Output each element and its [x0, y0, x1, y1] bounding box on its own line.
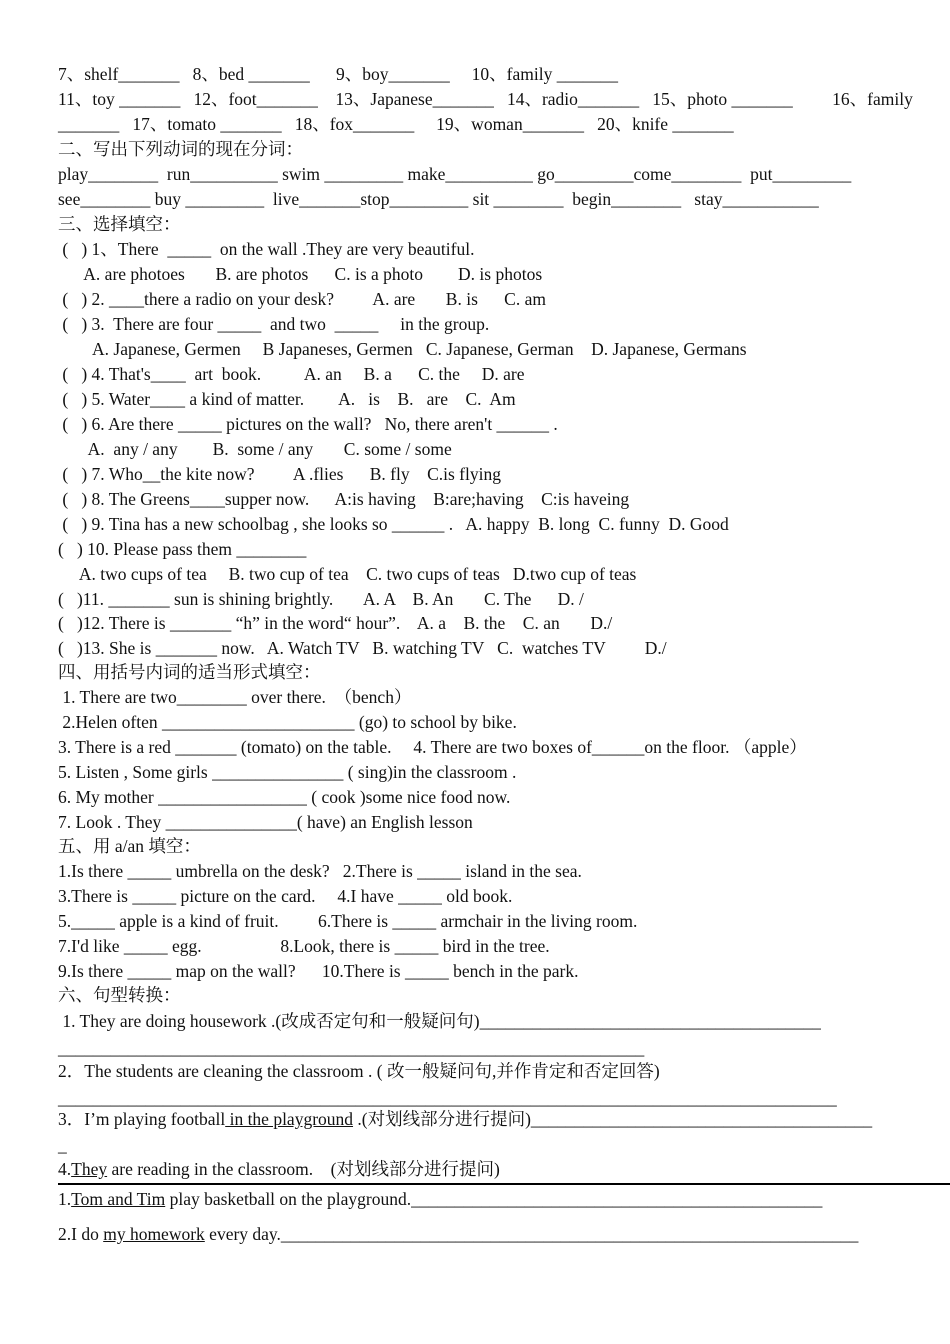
worksheet-line: 5. Listen , Some girls _______________ ( sing)in the classroom .	[58, 762, 517, 782]
worksheet-line: 2．The students are cleaning the classroom . ( 改一般疑问句,并作肯定和否定回答)	[58, 1061, 660, 1081]
worksheet-line: _________________________________________________________________________________________	[58, 1088, 837, 1108]
q3-post: .(对划线部分进行提问)_______________________________________	[353, 1109, 873, 1129]
q3-line	[58, 1108, 872, 1130]
worksheet-line: 3. There is a red _______ (tomato) on the table. 4. There are two boxes of______on the floor. （apple）	[58, 737, 807, 757]
q4-line	[58, 1158, 500, 1180]
worksheet-line: ( ) 5. Water____ a kind of matter. A. is B. are C. Am	[58, 389, 516, 409]
p2-post: every day.__________________________________________________________________	[204, 1224, 859, 1244]
worksheet-line: 7、shelf_______ 8、bed _______ 9、boy_______ 10、family _______	[58, 64, 618, 84]
worksheet-line: 7. Look . They _______________( have) an English lesson	[58, 812, 473, 832]
worksheet-line: see________ buy _________ live_______stop_________ sit ________ begin________ stay___________	[58, 189, 819, 209]
worksheet-line: 5._____ apple is a kind of fruit. 6.There is _____ armchair in the living room.	[58, 911, 638, 931]
worksheet-line: ( ) 3. There are four _____ and two _____ in the group.	[58, 314, 490, 334]
p1-post: play basketball on the playground._______________________________________________	[165, 1189, 823, 1209]
worksheet-line: 六、句型转换：	[58, 985, 181, 1005]
worksheet-line: ( ) 4. That's____ art book. A. an B. a C. the D. are	[58, 364, 525, 384]
worksheet-line: 9.Is there _____ map on the wall? 10.There is _____ bench in the park.	[58, 961, 579, 981]
worksheet-line: ( ) 1、There _____ on the wall .They are very beautiful.	[58, 239, 475, 259]
p1-underlined: Tom and Tim	[71, 1189, 166, 1209]
worksheet-line: 五、用 a/an 填空：	[58, 836, 201, 856]
worksheet-line: 三、选择填空：	[58, 214, 181, 234]
worksheet-line: A. are photoes B. are photos C. is a photo D. is photos	[58, 264, 543, 284]
p2-line	[58, 1223, 858, 1245]
worksheet-line: play________ run__________ swim _________ make__________ go_________come________ put_________	[58, 164, 852, 184]
worksheet-line: 3.There is _____ picture on the card. 4.I have _____ old book.	[58, 886, 513, 906]
p2-pre: 2.I do	[58, 1224, 104, 1244]
q4-post: are reading in the classroom. (对划线部分进行提问)	[107, 1159, 500, 1179]
horizontal-rule	[58, 1183, 950, 1185]
p2-underlined: my homework	[103, 1224, 205, 1244]
worksheet-line: 11、toy _______ 12、foot_______ 13、Japanese_______ 14、radio_______ 15、photo _______ 16、family	[58, 89, 913, 109]
q4-underlined: They	[71, 1159, 108, 1179]
q4-pre: 4.	[58, 1159, 72, 1179]
worksheet-line: _______ 17、tomato _______ 18、fox_______ 19、woman_______ 20、knife _______	[58, 114, 734, 134]
worksheet-line: 1.Is there _____ umbrella on the desk? 2.There is _____ island in the sea.	[58, 861, 582, 881]
worksheet-line: ___________________________________________________________________	[58, 1038, 645, 1058]
worksheet-line: 7.I'd like _____ egg. 8.Look, there is _____ bird in the tree.	[58, 936, 550, 956]
worksheet-line: ( ) 10. Please pass them ________	[58, 539, 307, 559]
worksheet-line: ( ) 8. The Greens____supper now. A:is having B:are;having C:is haveing	[58, 489, 630, 509]
worksheet-line: ( ) 2. ____there a radio on your desk? A. are B. is C. am	[58, 289, 546, 309]
worksheet-line: ( ) 7. Who__the kite now? A .flies B. fly C.is flying	[58, 464, 501, 484]
worksheet-line: ( ) 6. Are there _____ pictures on the wall? No, there aren't ______ .	[58, 414, 558, 434]
worksheet-line: 二、写出下列动词的现在分词：	[58, 139, 303, 159]
worksheet-line: A. Japanese, Germen B Japaneses, Germen C. Japanese, German D. Japanese, Germans	[58, 339, 747, 359]
worksheet-line: 四、用括号内词的适当形式填空：	[58, 662, 321, 682]
q3-wrap: _	[58, 1135, 67, 1155]
worksheet-line: ( )11. _______ sun is shining brightly. A. A B. An C. The D. /	[58, 589, 584, 609]
worksheet-line: A. any / any B. some / any C. some / some	[58, 439, 452, 459]
worksheet-line: 2.Helen often ______________________ (go) to school by bike.	[58, 712, 517, 732]
worksheet-line: A. two cups of tea B. two cup of tea C. two cups of teas D.two cup of teas	[58, 564, 637, 584]
worksheet-line: 1. They are doing housework .(改成否定句和一般疑问句)_______________________________________	[58, 1011, 821, 1031]
q3-underlined: in the playground	[225, 1109, 354, 1129]
worksheet-line: 1. There are two________ over there. （bench）	[58, 687, 412, 707]
p1-line	[58, 1188, 822, 1210]
worksheet-line: ( ) 9. Tina has a new schoolbag , she looks so ______ . A. happy B. long C. funny D. Good	[58, 514, 729, 534]
worksheet-line: ( )13. She is _______ now. A. Watch TV B. watching TV C. watches TV D./	[58, 638, 667, 658]
worksheet-line: 6. My mother _________________ ( cook )some nice food now.	[58, 787, 511, 807]
worksheet-line: ( )12. There is _______ “h” in the word“ hour”. A. a B. the C. an D./	[58, 613, 613, 633]
q3-pre: 3．I’m playing football	[58, 1109, 226, 1129]
p1-pre: 1.	[58, 1189, 72, 1209]
